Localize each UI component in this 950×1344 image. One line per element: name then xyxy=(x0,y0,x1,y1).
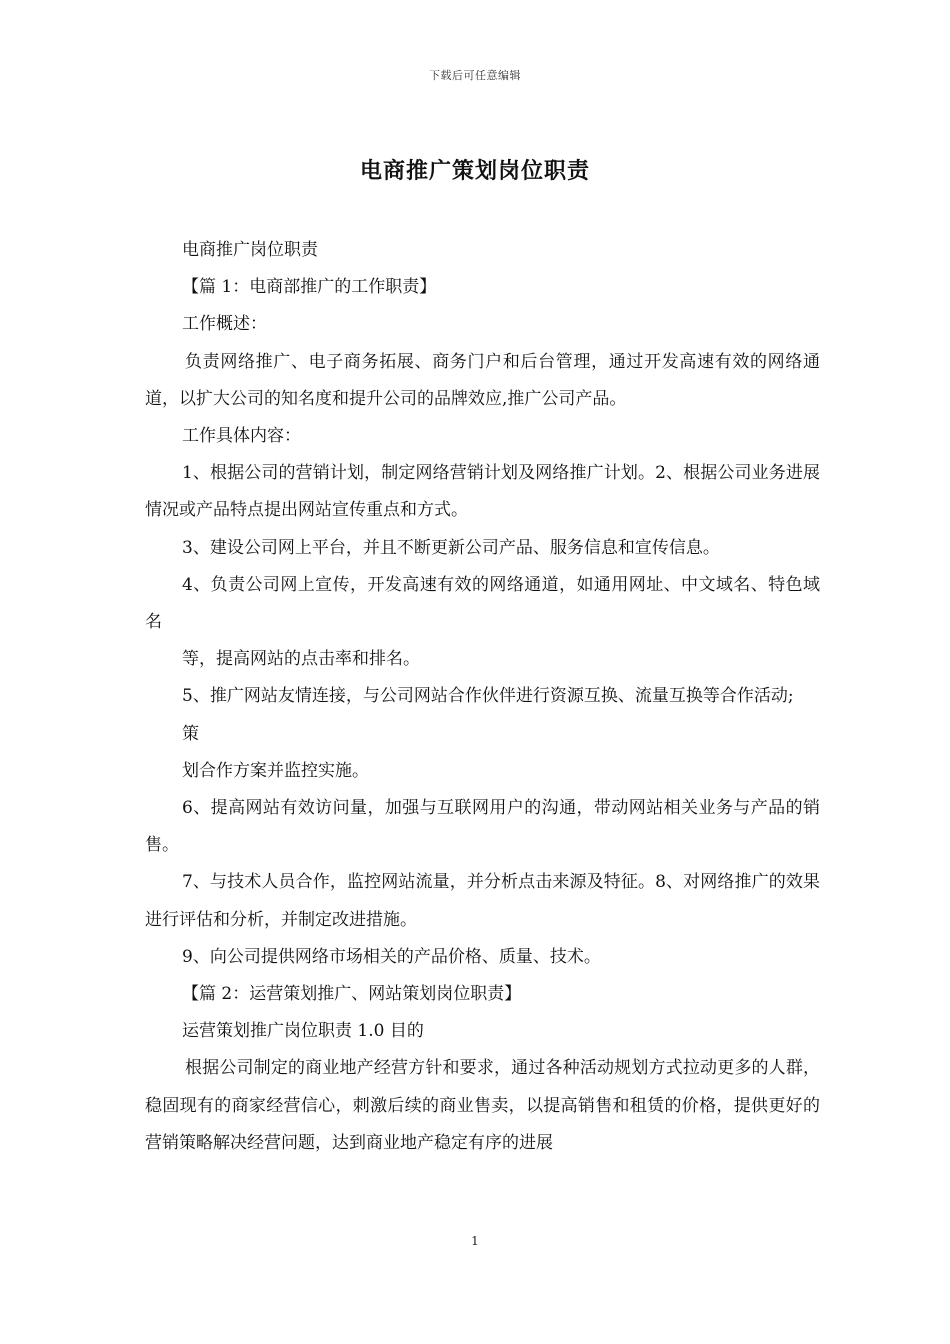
document-title: 电商推广策划岗位职责 xyxy=(359,158,590,184)
paragraph: 工作概述： xyxy=(182,314,267,335)
document-body xyxy=(145,232,820,1162)
header-note: 下载后可任意编辑 xyxy=(429,69,521,82)
paragraph: 5、推广网站友情连接，与公司网站合作伙伴进行资源互换、流量互换等合作活动; xyxy=(182,686,794,707)
paragraph: 根据公司制定的商业地产经营方针和要求，通过各种活动规划方式拉动更多的人群，稳固现有的商家经营信心，刺激后续的商业售卖，以提高销售和租赁的价格，提供更好的营销策略解决经营问题，达到商业地产稳定有序的进展 xyxy=(145,1058,820,1153)
paragraph: 负责网络推广、电子商务拓展、商务门户和后台管理，通过开发高速有效的网络通道，以扩大公司的知名度和提升公司的品牌效应,推广公司产品。 xyxy=(145,351,820,409)
paragraph: 电商推广岗位职责 xyxy=(182,240,318,260)
paragraph: 策 xyxy=(182,723,199,744)
page-number: 1 xyxy=(471,1234,479,1248)
paragraph: 3、建设公司网上平台，并且不断更新公司产品、服务信息和宣传信息。 xyxy=(182,537,720,558)
paragraph: 划合作方案并监控实施。 xyxy=(182,760,369,781)
paragraph: 6、提高网站有效访问量，加强与互联网用户的沟通，带动网站相关业务与产品的销售。 xyxy=(145,798,820,856)
paragraph: 9、向公司提供网络市场相关的产品价格、质量、技术。 xyxy=(182,946,601,967)
paragraph: 4、负责公司网上宣传，开发高速有效的网络通道，如通用网址、中文域名、特色域名 xyxy=(145,574,820,633)
paragraph: 等，提高网站的点击率和排名。 xyxy=(182,649,420,670)
section-heading: 【篇 1：电商部推广的工作职责】 xyxy=(182,277,437,298)
paragraph: 1、根据公司的营销计划，制定网络营销计划及网络推广计划。2、根据公司业务进展情况或产品特点提出网站宣传重点和方式。 xyxy=(145,463,820,521)
section-heading: 【篇 2：运营策划推广、网站策划岗位职责】 xyxy=(182,984,522,1005)
paragraph: 工作具体内容： xyxy=(182,426,301,447)
paragraph: 7、与技术人员合作，监控网站流量，并分析点击来源及特征。8、对网络推广的效果进行评估和分析，并制定改进措施。 xyxy=(145,872,820,930)
paragraph: 运营策划推广岗位职责 1.0 目的 xyxy=(182,1021,424,1042)
